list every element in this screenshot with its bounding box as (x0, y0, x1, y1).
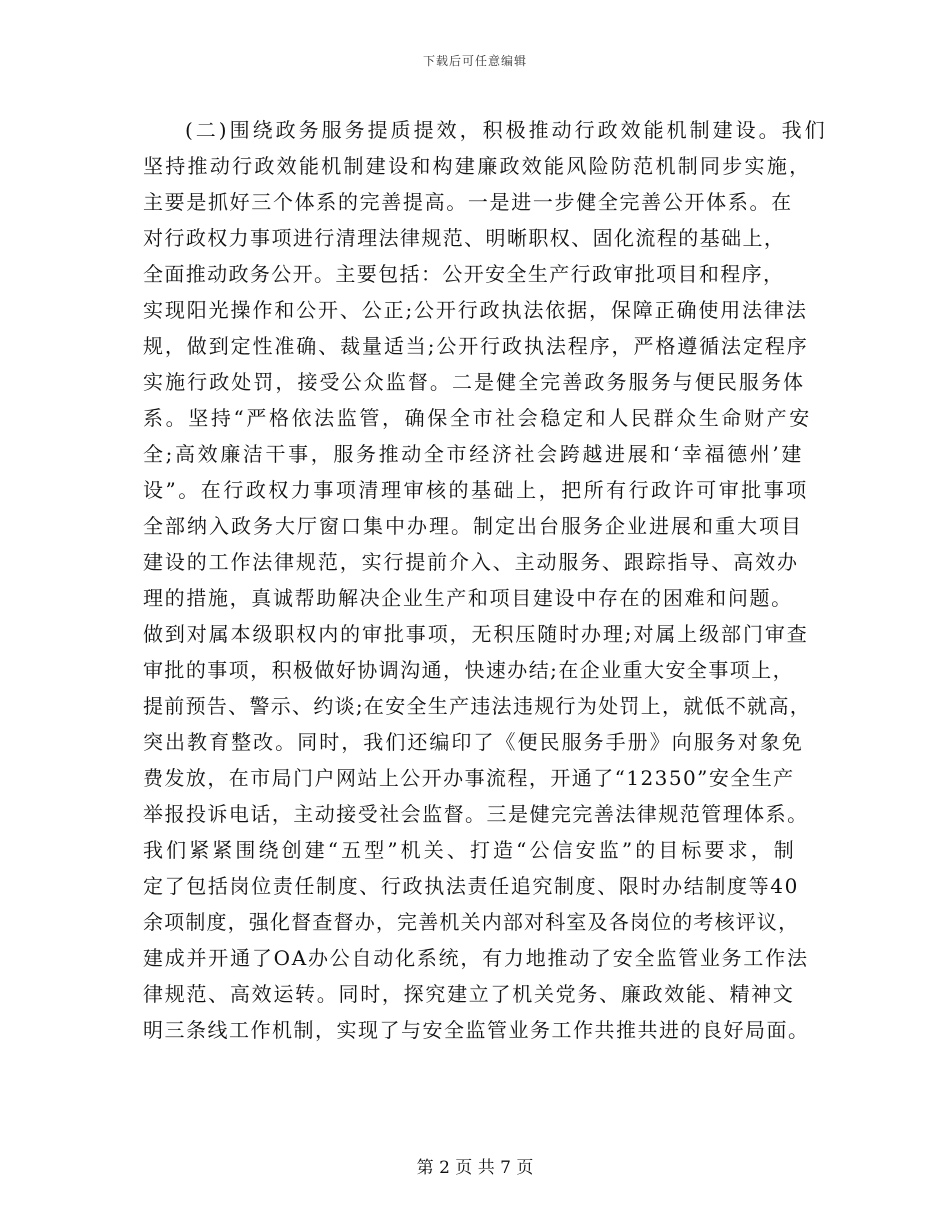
page-number: 第 2 页 共 7 页 (416, 1158, 534, 1178)
text-line: 建设的工作法律规范，实行提前介入、主动服务、跟踪指导、高效办 (143, 550, 799, 574)
text-line: 实现阳光操作和公开、公正;公开行政执法依据，保障正确使用法律法 (143, 298, 808, 322)
text-line: 主要是抓好三个体系的完善提高。一是进一步健全完善公开体系。在 (143, 190, 793, 214)
text-line: 提前预告、警示、约谈;在安全生产违法违规行为处罚上，就低不就高， (143, 694, 812, 718)
text-line: 举报投诉电话，主动接受社会监督。三是健完完善法律规范管理体系。 (143, 802, 809, 826)
text-line: (二)围绕政务服务提质提效，积极推动行政效能机制建设。我们 (185, 118, 828, 142)
text-line: 突出教育整改。同时，我们还编印了《便民服务手册》向服务对象免 (143, 730, 804, 754)
text-line: 余项制度，强化督查督办，完善机关内部对科室及各岗位的考核评议， (143, 910, 800, 934)
text-line: 设”。在行政权力事项清理审核的基础上，把所有行政许可审批事项 (143, 478, 809, 502)
text-line: 全;高效廉洁干事，服务推动全市经济社会跨越进展和‘幸福德州’建 (143, 442, 804, 466)
text-line: 审批的事项，积极做好协调沟通，快速办结;在企业重大安全事项上， (143, 658, 795, 682)
text-line: 全部纳入政务大厅窗口集中办理。制定出台服务企业进展和重大项目 (143, 514, 803, 538)
text-line: 规，做到定性准确、裁量适当;公开行政执法程序，严格遵循法定程序 (143, 334, 809, 358)
text-line: 我们紧紧围绕创建“五型”机关、打造“公信安监”的目标要求，制 (143, 838, 797, 862)
text-line: 做到对属本级职权内的审批事项，无积压随时办理;对属上级部门审查 (143, 622, 809, 646)
text-line: 理的措施，真诚帮助解决企业生产和项目建设中存在的困难和问题。 (143, 586, 793, 610)
text-line: 对行政权力事项进行清理法律规范、明晰职权、固化流程的基础上， (143, 226, 786, 250)
text-line: 系。坚持“严格依法监管，确保全市社会稳定和人民群众生命财产安 (143, 406, 812, 430)
text-line: 定了包括岗位责任制度、行政执法责任追究制度、限时办结制度等40 (143, 874, 799, 898)
page-header: 下载后可任意编辑 (422, 54, 527, 68)
text-line: 费发放，在市局门户网站上公开办事流程，开通了“12350”安全生产 (143, 766, 795, 790)
text-line: 全面推动政务公开。主要包括：公开安全生产行政审批项目和程序， (143, 262, 785, 286)
text-line: 实施行政处罚，接受公众监督。二是健全完善政务服务与便民服务体 (143, 370, 806, 394)
text-line: 建成并开通了OA办公自动化系统，有力地推动了安全监管业务工作法 (143, 946, 809, 970)
text-line: 坚持推动行政效能机制建设和构建廉政效能风险防范机制同步实施， (143, 154, 812, 178)
text-line: 明三条线工作机制，实现了与安全监管业务工作共推共进的良好局面。 (143, 1018, 810, 1042)
text-line: 律规范、高效运转。同时，探究建立了机关党务、廉政效能、精神文 (143, 982, 795, 1006)
